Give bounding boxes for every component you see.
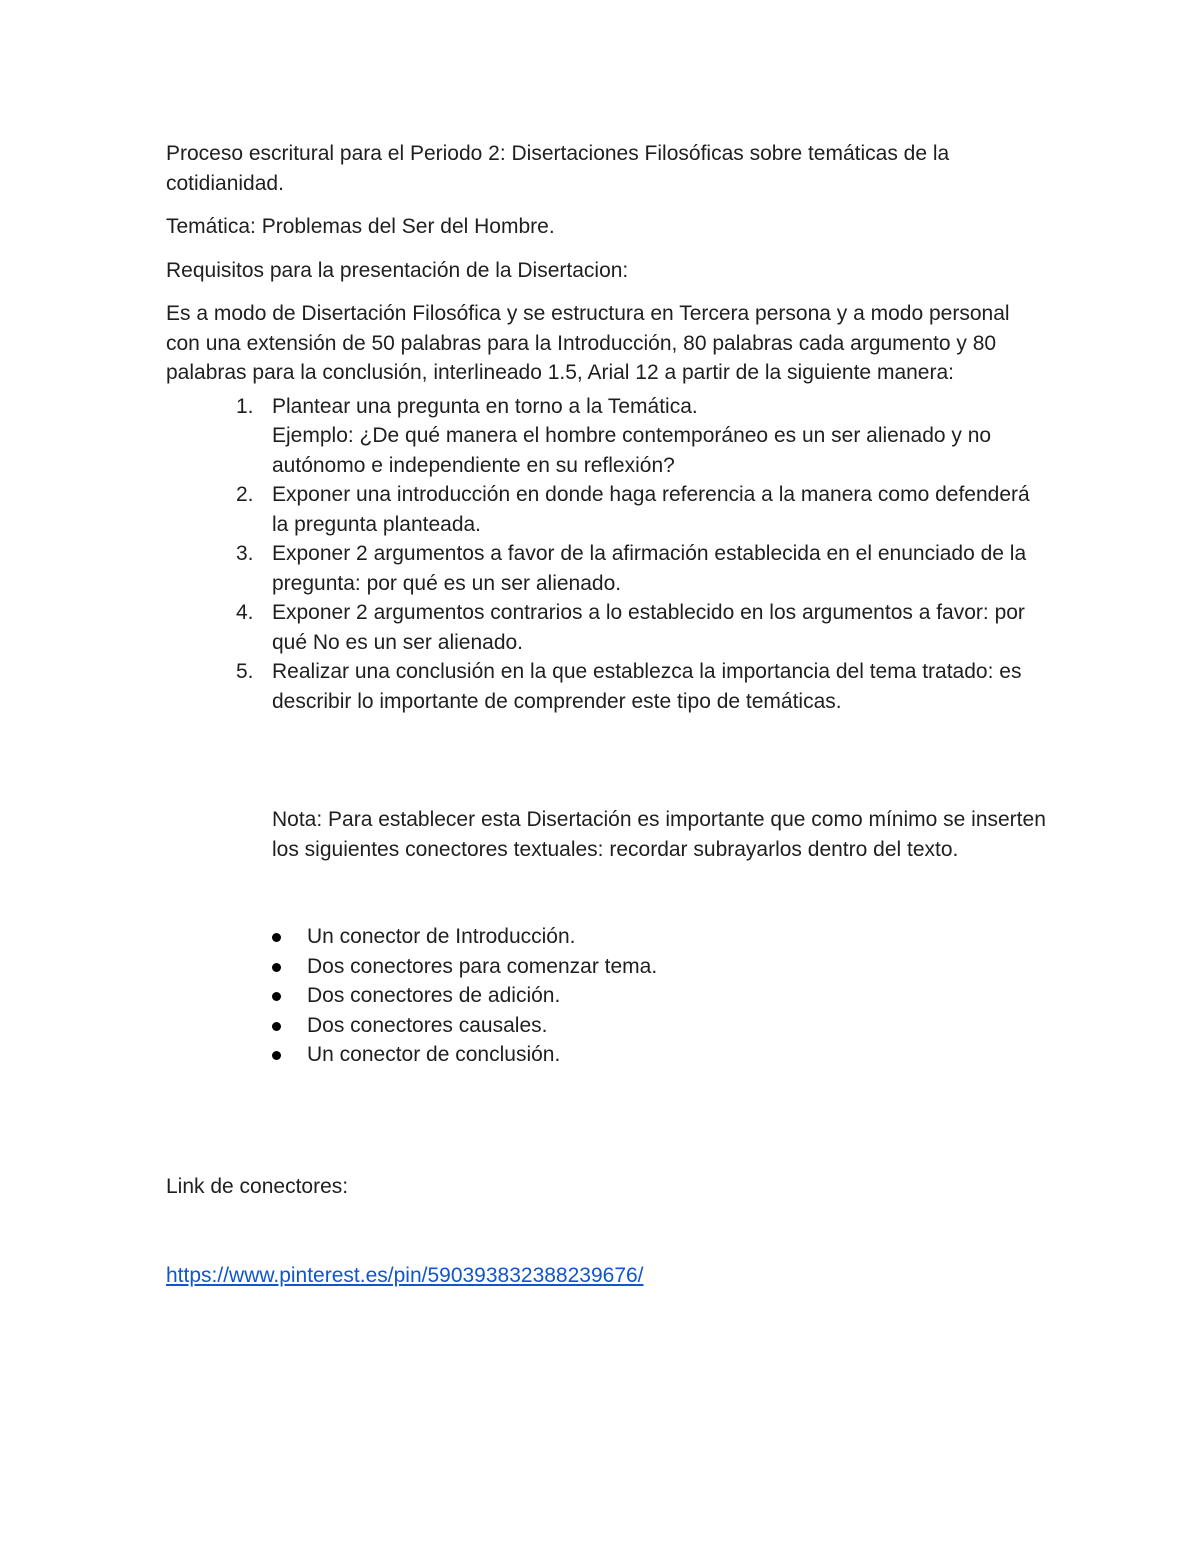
list-item-text: Exponer una introducción en donde haga referencia a la manera como defenderá la pregunta planteada. (272, 483, 1030, 536)
connector-text: Dos conectores de adición. (307, 984, 561, 1007)
list-item-text: Plantear una pregunta en torno a la Temática. (272, 394, 698, 418)
list-item-number: 2. (236, 483, 254, 506)
list-item-text: Realizar una conclusión en la que establezca la importancia del tema tratado: es describir lo importante de comprender este tipo de temáticas. (272, 660, 1022, 713)
list-item (166, 952, 1046, 982)
document-title: Proceso escritural para el Periodo 2: Disertaciones Filosóficas sobre temáticas de la cotidianidad. (166, 142, 950, 195)
list-item-example: Ejemplo: ¿De qué manera el hombre contemporáneo es un ser alienado y no autónomo e independiente en su reflexión? (272, 424, 992, 477)
link-label: Link de conectores: (166, 1174, 349, 1198)
connector-text: Dos conectores causales. (307, 1013, 548, 1037)
list-item-number: 4. (236, 601, 254, 624)
bullet-icon (272, 933, 281, 942)
connector-text: Un conector de conclusión. (307, 1043, 561, 1066)
list-item (166, 480, 1046, 539)
list-item (166, 922, 1046, 952)
requisitos-heading: Requisitos para la presentación de la Disertacion: (166, 258, 629, 282)
bullet-icon (272, 963, 281, 972)
document-page (166, 139, 1046, 1291)
list-item (166, 981, 1046, 1011)
connector-text: Dos conectores para comenzar tema. (307, 954, 658, 978)
list-item (166, 539, 1046, 598)
connectors-list (166, 922, 1046, 1070)
connector-text: Un conector de Introducción. (307, 925, 576, 948)
list-item-number: 5. (236, 660, 254, 683)
nota-paragraph: Nota: Para establecer esta Disertación es importante que como mínimo se inserten los siguientes conectores textuales: recordar subrayarlos dentro del texto. (272, 808, 1046, 861)
tematica-line: Temática: Problemas del Ser del Hombre. (166, 215, 555, 238)
bullet-icon (272, 1051, 281, 1060)
list-item (166, 598, 1046, 657)
list-item (166, 1011, 1046, 1041)
list-item (166, 392, 1046, 481)
bullet-icon (272, 992, 281, 1001)
bullet-icon (272, 1022, 281, 1031)
list-item-number: 3. (236, 542, 254, 565)
list-item (166, 1040, 1046, 1070)
list-item (166, 657, 1046, 716)
pinterest-link[interactable]: https://www.pinterest.es/pin/590393832388239676/ (166, 1264, 644, 1287)
list-item-text: Exponer 2 argumentos contrarios a lo establecido en los argumentos a favor: por qué No es un ser alienado. (272, 601, 1025, 654)
intro-paragraph: Es a modo de Disertación Filosófica y se estructura en Tercera persona y a modo personal con una extensión de 50 palabras para la Introducción, 80 palabras cada argumento y 80 palabras para la conclusión, interlineado 1.5, Arial 12 a partir de la siguiente manera: (166, 302, 1010, 384)
steps-list (166, 392, 1046, 717)
list-item-text: Exponer 2 argumentos a favor de la afirmación establecida en el enunciado de la pregunta: por qué es un ser alienado. (272, 542, 1027, 595)
list-item-number: 1. (236, 394, 254, 418)
